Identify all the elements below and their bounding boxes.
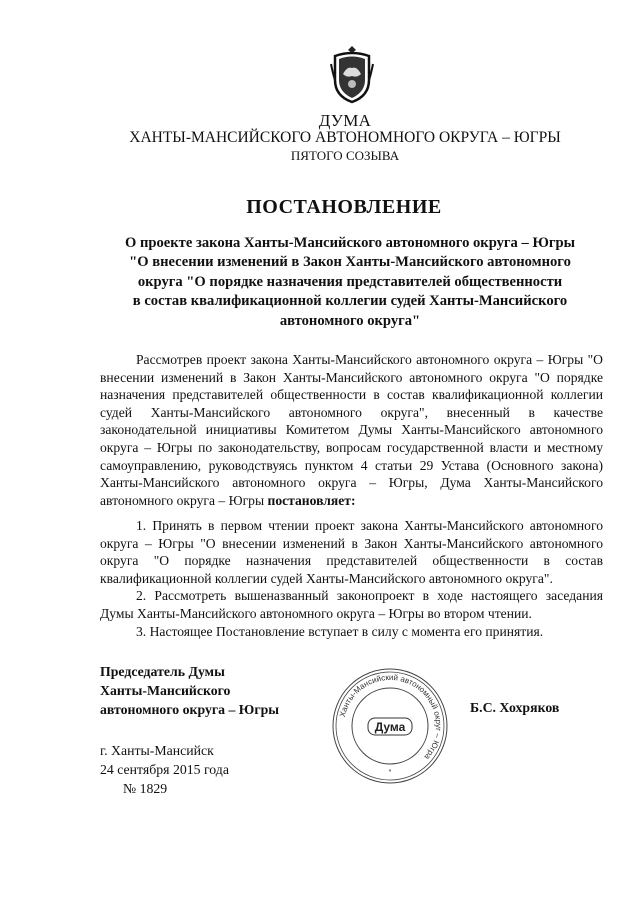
- seal-center-text: Дума: [374, 720, 406, 734]
- subject-line: О проекте закона Ханты-Мансийского автономного округа – Югры: [124, 235, 576, 251]
- resolution-item: 1. Принять в первом чтении проект закона Ханты-Мансийского автономного округа – Югры "О внесении изменений в Закон Ханты-Мансийского автономного округа "О порядке назначения представителей общественности в состав квалификационной коллегии судей Ханты-Мансийского автономного округа".: [100, 518, 603, 586]
- resolution-item: 3. Настоящее Постановление вступает в силу с момента его принятия.: [136, 623, 544, 639]
- preamble-paragraph: [100, 351, 603, 509]
- convocation: ПЯТОГО СОЗЫВА: [290, 148, 400, 163]
- subject-line: "О внесении изменений в Закон Ханты-Мансийского автономного: [129, 254, 571, 271]
- document-footer: [100, 741, 229, 798]
- resolves-word: постановляет:: [267, 492, 356, 508]
- document-number: № 1829: [123, 781, 168, 796]
- subject-line: автономного округа": [279, 312, 421, 329]
- region-name: ХАНТЫ-МАНСИЙСКОГО АВТОНОМНОГО ОКРУГА – ЮГРЫ: [129, 129, 561, 146]
- parliament-title: ДУМА: [318, 111, 372, 130]
- position-line: автономного округа – Югры: [100, 702, 280, 717]
- signatory-name: Б.С. Хохряков: [470, 700, 560, 715]
- subject-line: округа "О порядке назначения представителей общественности: [137, 273, 563, 290]
- subject-line: в состав квалификационной коллегии судей Ханты-Мансийского: [132, 293, 568, 310]
- date: 24 сентября 2015 года: [100, 762, 229, 777]
- coat-of-arms-emblem: [329, 44, 375, 104]
- seal-ring-text: Ханты-Мансийский автономный округ – Югра: [337, 672, 444, 762]
- preamble-text: Рассмотрев проект закона Ханты-Мансийского автономного округа – Югры "О внесении изменений в Закон Ханты-Мансийского автономного округа "О порядке назначения представителей общественности в состав квалификационной коллегии судей Ханты-Мансийского автономного округа", внесенный в качестве законодательной инициативы Комитетом Думы Ханты-Мансийского автономного округа – Югры по законодательству, вопросам государственной власти и местному самоуправлению, руководствуясь пунктом 4 статьи 29 Устава (Основного закона) Ханты-Мансийского автономного округа – Югры, Дума Ханты-Мансийского автономного округа – Югры: [100, 352, 603, 508]
- signatory-position: [100, 662, 279, 719]
- resolution-items: [100, 517, 603, 640]
- document-type: ПОСТАНОВЛЕНИЕ: [246, 196, 442, 218]
- position-line: Председатель Думы: [100, 664, 225, 679]
- svg-text:*: *: [388, 769, 392, 776]
- position-line: Ханты-Мансийского: [100, 683, 231, 698]
- resolution-item: 2. Рассмотреть вышеназванный законопроект в ходе настоящего заседания Думы Ханты-Мансийского автономного округа – Югры во втором чтении.: [100, 588, 603, 621]
- official-seal: [330, 666, 450, 786]
- place: г. Ханты-Мансийск: [100, 743, 214, 758]
- document-subject: [95, 234, 605, 331]
